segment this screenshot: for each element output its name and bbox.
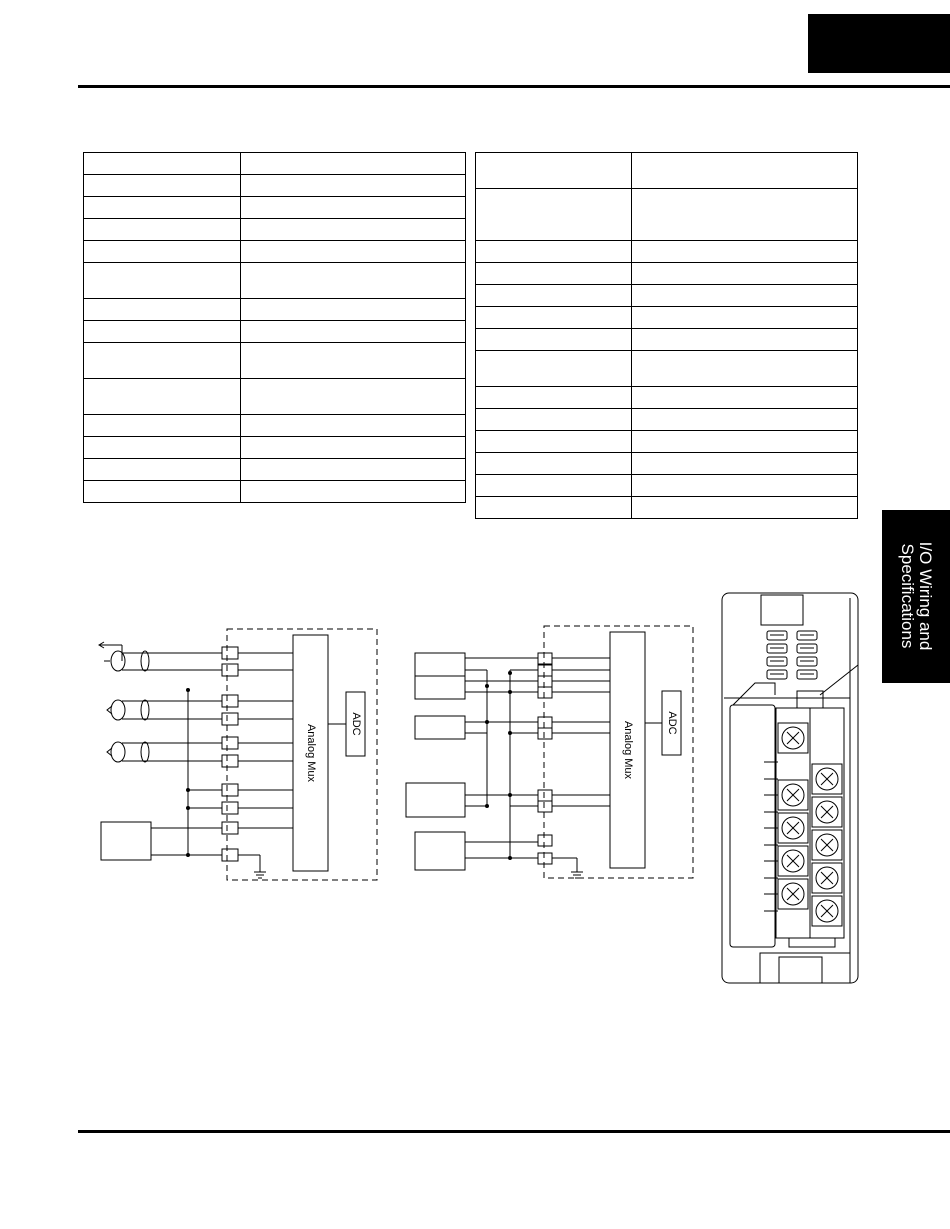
right-adc-label: ADC bbox=[666, 711, 679, 735]
left-field-device bbox=[101, 822, 151, 860]
left-wiring-diagram bbox=[99, 629, 377, 880]
transmitter-1 bbox=[415, 653, 465, 676]
transmitter-4 bbox=[406, 783, 465, 817]
right-terminal-leads bbox=[552, 658, 610, 806]
transmitter-2 bbox=[415, 676, 465, 699]
right-wiring-diagram bbox=[406, 626, 693, 878]
left-terminal-leads bbox=[238, 653, 293, 828]
left-analog-mux-label: Analog Mux bbox=[305, 723, 318, 783]
right-analog-mux-label: Analog Mux bbox=[622, 720, 635, 780]
left-adc-label: ADC bbox=[350, 712, 363, 736]
section-side-tab-label: I/O Wiring and Specifications bbox=[898, 541, 935, 651]
status-led-indicators bbox=[767, 631, 817, 679]
transmitter-5 bbox=[415, 832, 465, 870]
module-terminal-block-illustration bbox=[722, 593, 858, 983]
left-module-boundary bbox=[227, 629, 377, 880]
right-module-boundary bbox=[544, 626, 693, 878]
transmitter-3 bbox=[415, 716, 465, 739]
